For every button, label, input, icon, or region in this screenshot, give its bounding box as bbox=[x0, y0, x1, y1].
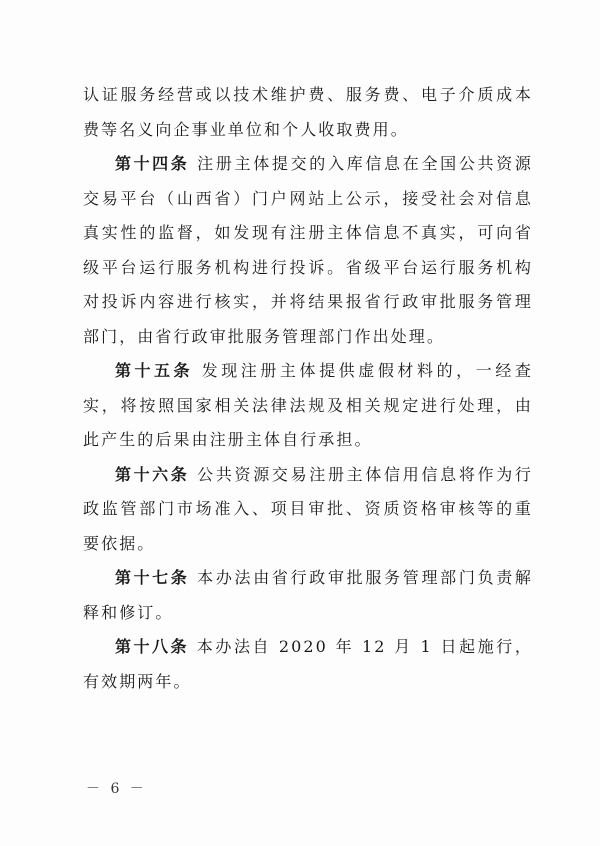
article-heading: 第十六条 bbox=[115, 464, 190, 484]
paragraph-continuation bbox=[83, 78, 533, 147]
article-heading: 第十七条 bbox=[115, 568, 190, 587]
article-heading: 第十八条 bbox=[115, 637, 190, 656]
paragraph-text: 本办法自 2020 年 12 月 1 日起施行，有效期两年。 bbox=[83, 637, 533, 691]
article-heading: 第十五条 bbox=[115, 361, 193, 380]
paragraph-text: 公共资源交易注册主体信用信息将作为行政监管部门市场准入、项目审批、资质资格审核等的重要依据。 bbox=[83, 464, 533, 553]
paragraph-text: 本办法由省行政审批服务管理部门负责解释和修订。 bbox=[83, 568, 533, 622]
article-18 bbox=[83, 630, 533, 699]
article-14 bbox=[83, 147, 533, 354]
paragraph-text: 认证服务经营或以技术维护费、服务费、电子介质成本费等名义向企事业单位和个人收取费用。 bbox=[83, 85, 533, 139]
paragraph-text: 发现注册主体提供虚假材料的，一经查实，将按照国家相关法律法规及相关规定进行处理，由此产生的后果由注册主体自行承担。 bbox=[83, 361, 534, 449]
paragraph-text: 注册主体提交的入库信息在全国公共资源交易平台（山西省）门户网站上公示，接受社会对信息真实性的监督，如发现有注册主体信息不真实，可向省级平台运行服务机构进行投诉。省级平台运行服务机构对投诉内容进行核实，并将结果报省行政审批服务管理部门，由省行政审批服务管理部门作出处理。 bbox=[83, 154, 533, 346]
page-number: － 6 － bbox=[86, 781, 147, 797]
article-15 bbox=[83, 354, 533, 458]
article-17 bbox=[83, 561, 533, 630]
article-16 bbox=[83, 458, 533, 562]
document-body bbox=[83, 78, 533, 699]
article-heading: 第十四条 bbox=[115, 154, 190, 173]
